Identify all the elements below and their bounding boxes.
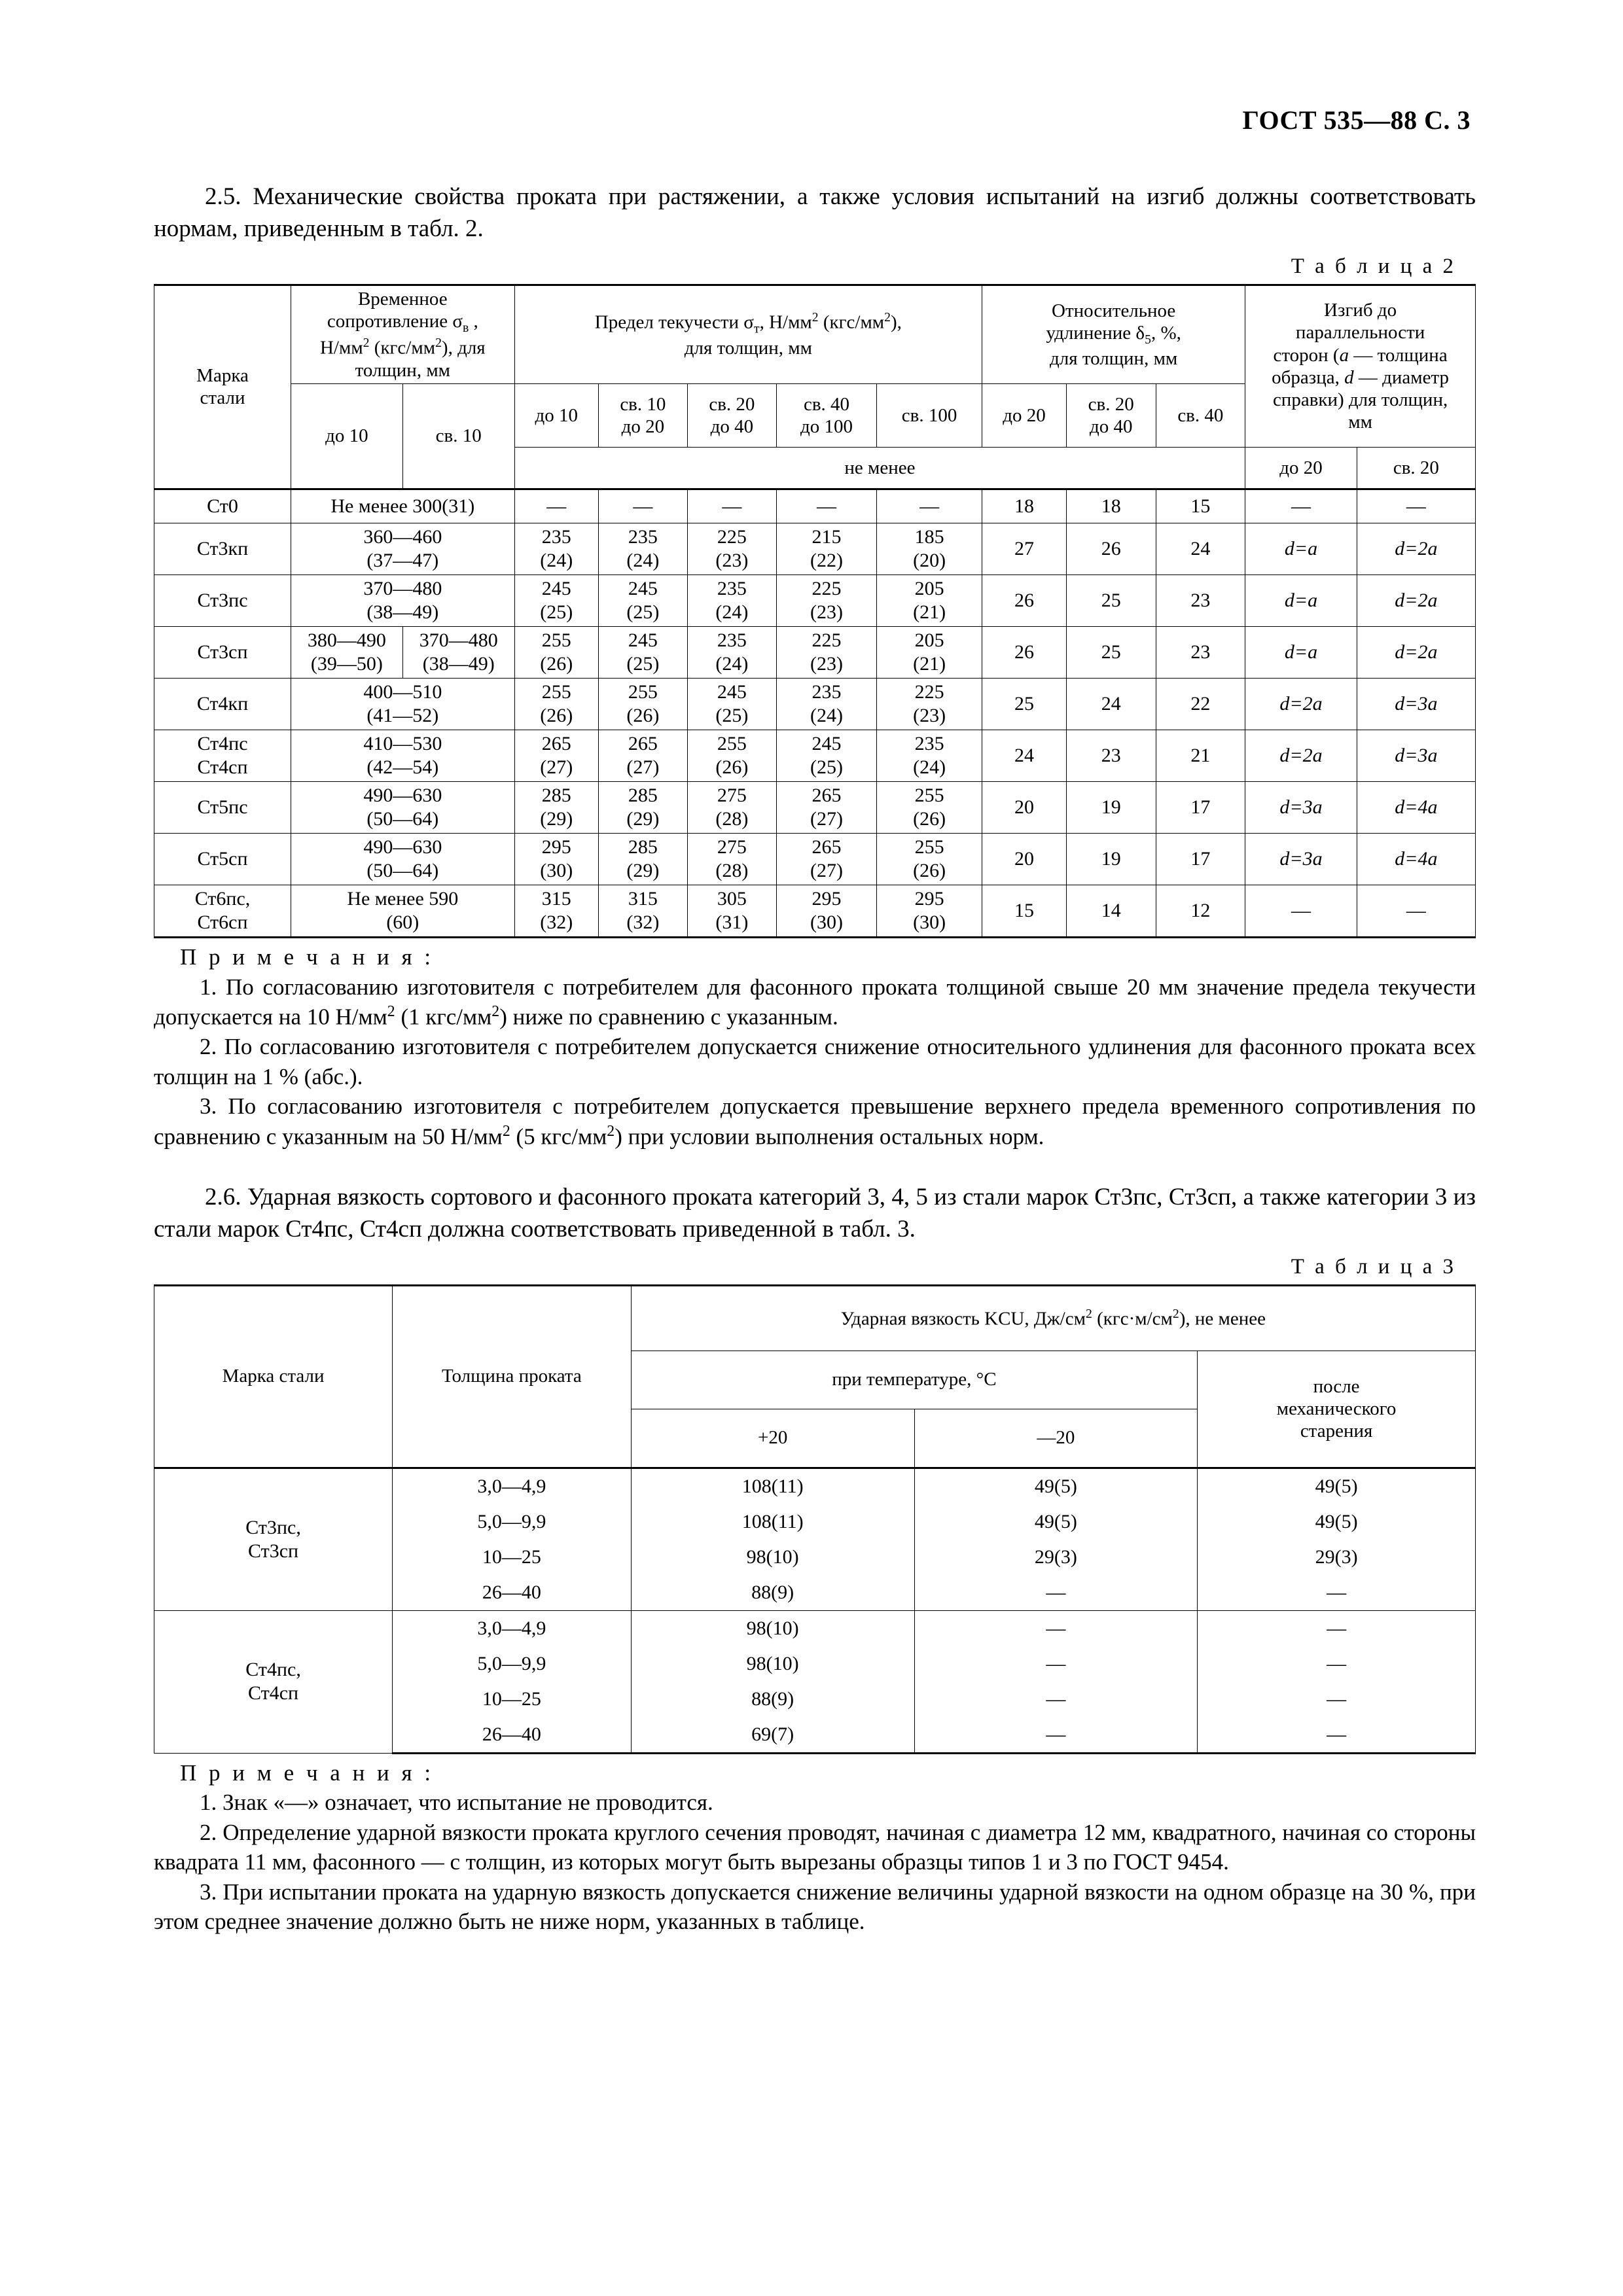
table2-note-2: 2. По согласованию изготовителя с потребителем допускается снижение относительного удлинения для фасонного проката всех толщин на 1 % (абс.). [154, 1034, 1476, 1089]
cell-yield-2: 245 (25) [598, 627, 687, 679]
cell-mark: Ст6пс, Ст6сп [154, 885, 291, 938]
cell-yield-3: — [687, 489, 776, 523]
cell-tensile-1: 380—490 (39—50) [291, 627, 403, 679]
cell-yield-2: 285 (29) [598, 782, 687, 834]
cell-minus20: — [914, 1717, 1198, 1754]
cell-yield-5: 205 (21) [877, 575, 982, 627]
cell-elong-2: 19 [1066, 834, 1156, 885]
cell-yield-3: 235 (24) [687, 627, 776, 679]
table-row [154, 885, 1476, 938]
cell-minus20: — [914, 1610, 1198, 1646]
cell-aging: — [1198, 1682, 1476, 1717]
th-tensile-col-1: до 10 [291, 384, 403, 489]
th-bend: Изгиб до параллельности сторон (a — толщина образца, d — диаметр справки) для толщин, мм [1245, 285, 1476, 447]
cell-elong-1: 20 [982, 782, 1067, 834]
cell-elong-3: 17 [1156, 834, 1245, 885]
th-aging: после механического старения [1198, 1351, 1476, 1468]
cell-yield-3: 275 (28) [687, 782, 776, 834]
th-elong-col-1: до 20 [982, 384, 1067, 448]
cell-elong-2: 24 [1066, 679, 1156, 730]
table-3 [154, 1284, 1476, 1754]
cell-yield-3: 235 (24) [687, 575, 776, 627]
cell-yield-3: 255 (26) [687, 730, 776, 782]
table-row [154, 1610, 1476, 1646]
cell-yield-5: 255 (26) [877, 834, 982, 885]
cell-elong-3: 15 [1156, 489, 1245, 523]
cell-yield-5: 295 (30) [877, 885, 982, 938]
th-kcu: Ударная вязкость KCU, $Дж/см^2$ $(кгс\cdot м/см^2)$, не менее [631, 1285, 1475, 1351]
cell-mark: Ст3кп [154, 523, 291, 575]
cell-plus20: 98(10) [631, 1610, 914, 1646]
cell-bend-2: d=2a [1357, 627, 1475, 679]
cell-elong-2: 26 [1066, 523, 1156, 575]
page-header: ГОСТ 535—88 С. 3 [1242, 105, 1471, 135]
cell-bend-1: d=2a [1245, 679, 1357, 730]
table-row [154, 730, 1476, 782]
table-row [154, 523, 1476, 575]
cell-bend-1: d=2a [1245, 730, 1357, 782]
cell-elong-1: 15 [982, 885, 1067, 938]
table2-note-1: 1. По согласованию изготовителя с потребителем для фасонного проката толщиной свыше 20 мм значение предела текучести допускается на 10 $Н/мм^2$ (1 кгс/$мм^2$) ниже по сравнению с указанным. [154, 974, 1476, 1030]
cell-yield-1: 315 (32) [514, 885, 598, 938]
cell-yield-1: 285 (29) [514, 782, 598, 834]
cell-elong-1: 20 [982, 834, 1067, 885]
cell-bend-2: — [1357, 885, 1475, 938]
table3-notes [154, 1758, 1476, 1937]
th-yield-col-1: до 10 [514, 384, 598, 448]
th-elong-col-2: св. 20 до 40 [1066, 384, 1156, 448]
cell-thickness: 10—25 [393, 1682, 632, 1717]
th-elong-col-3: св. 40 [1156, 384, 1245, 448]
cell-plus20: 69(7) [631, 1717, 914, 1754]
table3-header-row-1 [154, 1285, 1476, 1351]
table-row [154, 1468, 1476, 1504]
cell-yield-5: 235 (24) [877, 730, 982, 782]
cell-aging: 49(5) [1198, 1504, 1476, 1540]
cell-yield-4: 295 (30) [776, 885, 876, 938]
th-temp-plus20: +20 [631, 1409, 914, 1468]
cell-elong-2: 14 [1066, 885, 1156, 938]
th-mark: Марка стали [154, 285, 291, 489]
paragraph-2-5: 2.5. Механические свойства проката при растяжении, а также условия испытаний на изгиб должны соответствовать нормам, приведенным в табл. 2. [154, 183, 1476, 242]
cell-bend-2: d=2a [1357, 523, 1475, 575]
cell-elong-2: 23 [1066, 730, 1156, 782]
cell-yield-5: 225 (23) [877, 679, 982, 730]
th-yield-col-5: св. 100 [877, 384, 982, 448]
table2-header-row-1 [154, 285, 1476, 383]
cell-elong-1: 26 [982, 627, 1067, 679]
cell-minus20: 29(3) [914, 1540, 1198, 1575]
cell-plus20: 108(11) [631, 1504, 914, 1540]
cell-yield-2: 265 (27) [598, 730, 687, 782]
cell-yield-2: 255 (26) [598, 679, 687, 730]
cell-elong-1: 24 [982, 730, 1067, 782]
cell-bend-2: d=4a [1357, 834, 1475, 885]
cell-aging: — [1198, 1610, 1476, 1646]
cell-yield-1: 255 (26) [514, 679, 598, 730]
cell-tensile: 490—630 (50—64) [291, 782, 515, 834]
cell-mark: Ст3пс [154, 575, 291, 627]
table2-note-3: 3. По согласованию изготовителя с потребителем допускается превышение верхнего предела временного сопротивления по сравнению с указанным на 50 $Н/мм^2$ (5 кгс/$мм^2$) при условии выполнения остальных норм. [154, 1093, 1476, 1150]
table3-body [154, 1468, 1476, 1753]
cell-yield-4: 215 (22) [776, 523, 876, 575]
cell-elong-2: 18 [1066, 489, 1156, 523]
cell-bend-1: d=a [1245, 627, 1357, 679]
cell-bend-1: — [1245, 885, 1357, 938]
cell-minus20: 49(5) [914, 1468, 1198, 1504]
cell-tensile: 410—530 (42—54) [291, 730, 515, 782]
cell-yield-4: 225 (23) [776, 627, 876, 679]
table3-note-2: 2. Определение ударной вязкости проката круглого сечения проводят, начиная с диаметра 12 мм, квадратного, начиная со стороны квадрата 11 мм, фасонного — с толщин, из которых могут быть вырезаны образцы типов 1 и 3 по ГОСТ 9454. [154, 1819, 1476, 1875]
cell-yield-2: 315 (32) [598, 885, 687, 938]
cell-thickness: 3,0—4,9 [393, 1468, 632, 1504]
cell-elong-3: 12 [1156, 885, 1245, 938]
cell-yield-5: — [877, 489, 982, 523]
cell-mark: Ст3пс, Ст3сп [154, 1468, 393, 1610]
th-elong: Относительное удлинение $\delta_5$, %, для толщин, мм [982, 285, 1245, 383]
table3-note-3: 3. При испытании проката на ударную вязкость допускается снижение величины ударной вязкости на одном образце на 30 %, при этом среднее значение должно быть не ниже норм, указанных в таблице. [154, 1879, 1476, 1934]
cell-elong-3: 17 [1156, 782, 1245, 834]
table3-head [154, 1285, 1476, 1468]
th-yield-col-3: св. 20 до 40 [687, 384, 776, 448]
cell-thickness: 10—25 [393, 1540, 632, 1575]
cell-yield-4: 265 (27) [776, 834, 876, 885]
cell-thickness: 5,0—9,9 [393, 1504, 632, 1540]
cell-plus20: 98(10) [631, 1540, 914, 1575]
table-row [154, 627, 1476, 679]
cell-tensile: Не менее 590 (60) [291, 885, 515, 938]
cell-thickness: 26—40 [393, 1717, 632, 1754]
cell-yield-1: 235 (24) [514, 523, 598, 575]
cell-yield-3: 275 (28) [687, 834, 776, 885]
cell-bend-2: — [1357, 489, 1475, 523]
th-yield-col-4: св. 40 до 100 [776, 384, 876, 448]
cell-bend-1: d=a [1245, 523, 1357, 575]
cell-mark: Ст5сп [154, 834, 291, 885]
cell-elong-3: 21 [1156, 730, 1245, 782]
cell-plus20: 88(9) [631, 1682, 914, 1717]
cell-bend-2: d=2a [1357, 575, 1475, 627]
table2-caption: Т а б л и ц а 2 [1291, 254, 1456, 278]
table2-body [154, 489, 1476, 938]
th-thickness: Толщина проката [393, 1285, 632, 1468]
cell-mark: Ст4кп [154, 679, 291, 730]
cell-thickness: 5,0—9,9 [393, 1646, 632, 1682]
cell-minus20: — [914, 1682, 1198, 1717]
cell-yield-4: 245 (25) [776, 730, 876, 782]
cell-thickness: 3,0—4,9 [393, 1610, 632, 1646]
th-bend-col-1: до 20 [1245, 448, 1357, 489]
cell-yield-3: 245 (25) [687, 679, 776, 730]
cell-yield-3: 305 (31) [687, 885, 776, 938]
cell-elong-1: 26 [982, 575, 1067, 627]
cell-minus20: — [914, 1646, 1198, 1682]
cell-yield-1: 265 (27) [514, 730, 598, 782]
cell-aging: — [1198, 1717, 1476, 1754]
table-row [154, 679, 1476, 730]
table-row [154, 782, 1476, 834]
table3-note-1: 1. Знак «—» означает, что испытание не проводится. [200, 1790, 713, 1815]
cell-tensile: 490—630 (50—64) [291, 834, 515, 885]
table3-caption: Т а б л и ц а 3 [1291, 1254, 1456, 1279]
th-not-less: не менее [514, 448, 1245, 489]
cell-minus20: 49(5) [914, 1504, 1198, 1540]
table3-notes-title: П р и м е ч а н и я : [180, 1759, 435, 1786]
cell-elong-3: 23 [1156, 575, 1245, 627]
cell-mark: Ст5пс [154, 782, 291, 834]
cell-tensile: 400—510 (41—52) [291, 679, 515, 730]
cell-yield-1: 295 (30) [514, 834, 598, 885]
th-tensile: Временное сопротивление $\sigma_в$ , $Н/мм^2$ $(кгс/мм^2)$, для толщин, мм [291, 285, 515, 383]
cell-aging: — [1198, 1575, 1476, 1611]
table2-notes-title: П р и м е ч а н и я : [180, 944, 435, 970]
cell-yield-2: 235 (24) [598, 523, 687, 575]
cell-tensile: 360—460 (37—47) [291, 523, 515, 575]
table-row [154, 575, 1476, 627]
cell-tensile: 370—480 (38—49) [291, 575, 515, 627]
paragraph-2-6: 2.6. Ударная вязкость сортового и фасонного проката категорий 3, 4, 5 из стали марок Ст3пс, Ст3сп, а также категории 3 из стали марок Ст4пс, Ст4сп должна соответствовать приведенной в табл. 3. [154, 1183, 1476, 1243]
cell-yield-2: 245 (25) [598, 575, 687, 627]
cell-tensile: Не менее 300(31) [291, 489, 515, 523]
cell-elong-3: 22 [1156, 679, 1245, 730]
cell-yield-3: 225 (23) [687, 523, 776, 575]
cell-yield-4: 225 (23) [776, 575, 876, 627]
cell-mark: Ст3сп [154, 627, 291, 679]
cell-elong-2: 19 [1066, 782, 1156, 834]
table2-notes [154, 942, 1476, 1152]
cell-tensile-2: 370—480 (38—49) [402, 627, 514, 679]
table2-head [154, 285, 1476, 489]
cell-bend-2: d=4a [1357, 782, 1475, 834]
cell-plus20: 88(9) [631, 1575, 914, 1611]
cell-bend-2: d=3a [1357, 679, 1475, 730]
cell-elong-3: 23 [1156, 627, 1245, 679]
th-temp-minus20: —20 [914, 1409, 1198, 1468]
cell-yield-1: — [514, 489, 598, 523]
cell-mark: Ст4пс, Ст4сп [154, 1610, 393, 1753]
cell-yield-5: 255 (26) [877, 782, 982, 834]
cell-bend-2: d=3a [1357, 730, 1475, 782]
cell-yield-2: 285 (29) [598, 834, 687, 885]
cell-elong-1: 18 [982, 489, 1067, 523]
th-temperature: при температуре, °С [631, 1351, 1198, 1409]
cell-yield-5: 205 (21) [877, 627, 982, 679]
cell-bend-1: d=3a [1245, 782, 1357, 834]
cell-yield-5: 185 (20) [877, 523, 982, 575]
cell-mark: Ст4пс Ст4сп [154, 730, 291, 782]
cell-plus20: 108(11) [631, 1468, 914, 1504]
cell-thickness: 26—40 [393, 1575, 632, 1611]
cell-elong-2: 25 [1066, 627, 1156, 679]
cell-aging: 29(3) [1198, 1540, 1476, 1575]
th-yield: Предел текучести $\sigma_т$, $Н/мм^2$ $(кгс/мм^2)$, для толщин, мм [514, 285, 982, 383]
th-yield-col-2: св. 10 до 20 [598, 384, 687, 448]
cell-yield-2: — [598, 489, 687, 523]
cell-yield-4: — [776, 489, 876, 523]
table-row [154, 489, 1476, 523]
cell-elong-3: 24 [1156, 523, 1245, 575]
th-tensile-col-2: св. 10 [402, 384, 514, 489]
cell-minus20: — [914, 1575, 1198, 1611]
cell-bend-1: d=3a [1245, 834, 1357, 885]
cell-aging: 49(5) [1198, 1468, 1476, 1504]
cell-plus20: 98(10) [631, 1646, 914, 1682]
cell-yield-4: 235 (24) [776, 679, 876, 730]
cell-elong-1: 27 [982, 523, 1067, 575]
cell-bend-1: d=a [1245, 575, 1357, 627]
th-bend-col-2: св. 20 [1357, 448, 1475, 489]
cell-bend-1: — [1245, 489, 1357, 523]
cell-elong-1: 25 [982, 679, 1067, 730]
cell-yield-4: 265 (27) [776, 782, 876, 834]
cell-elong-2: 25 [1066, 575, 1156, 627]
cell-mark: Ст0 [154, 489, 291, 523]
cell-yield-1: 245 (25) [514, 575, 598, 627]
th-mark: Марка стали [154, 1285, 393, 1468]
table-row [154, 834, 1476, 885]
cell-aging: — [1198, 1646, 1476, 1682]
cell-yield-1: 255 (26) [514, 627, 598, 679]
table-2 [154, 284, 1476, 938]
